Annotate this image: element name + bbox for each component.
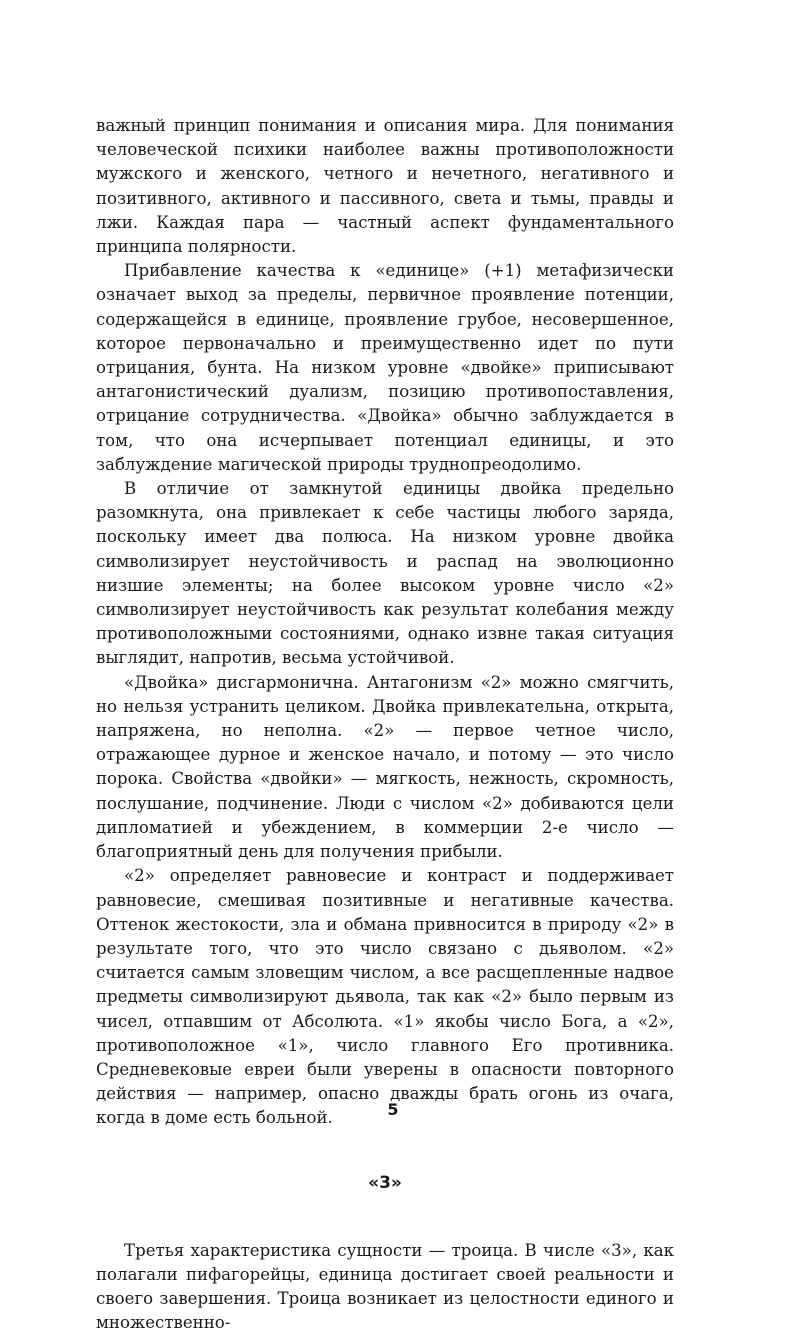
page-number: 5 (387, 1100, 399, 1119)
paragraph-1: важный принцип понимания и описания мира. Для понимания человеческой психики наиболее важны противоположности мужского и женского, четного и нечетного, негативного и позитивного, активного и пассивного, света и тьмы, правды и лжи. Каждая пара — частный аспект фундаментального принципа полярности. (96, 116, 674, 257)
page-body (96, 114, 674, 1335)
paragraph-2: Прибавление качества к «единице» (+1) метафизически означает выход за пределы, первичное проявление потенции, содержащейся в единице, проявление грубое, несовершенное, которое первоначально и преимущественно идет по пути отрицания, бунта. На низком уровне «двойке» приписывают антагонистический дуализм, позицию противопоставления, отрицание сотрудничества. «Двойка» обычно заблуждается в том, что она исчерпывает потенциал единицы, и это заблуждение магической природы труднопреодолимо. (96, 261, 674, 474)
paragraph-4: «Двойка» дисгармонична. Антагонизм «2» можно смягчить, но нельзя устранить целиком. Двойка привлекательна, открыта, напряжена, но неполна. «2» — первое четное число, отражающее дурное и женское начало, и потому — это число порока. Свойства «двойки» — мягкость, нежность, скромность, послушание, подчинение. Люди с числом «2» добиваются цели дипломатией и убеждением, в коммерции 2-е число — благоприятный день для получения прибыли. (96, 672, 674, 862)
paragraph-6: Третья характеристика сущности — троица. В числе «3», как полагали пифагорейцы, единица достигает своей реальности и своего завершения. Троица возникает из целостности единого и множественно- (96, 1240, 674, 1333)
section-heading: «3» (368, 1172, 402, 1193)
paragraph-3: В отличие от замкнутой единицы двойка предельно разомкнута, она привлекает к себе частицы любого заряда, поскольку имеет два полюса. На низком уровне двойка символизирует неустойчивость и распад на эволюционно низшие элементы; на более высоком уровне число «2» символизирует неустойчивость как результат колебания между противоположными состояниями, однако извне такая ситуация выглядит, напротив, весьма устойчивой. (96, 479, 674, 668)
paragraph-5: «2» определяет равновесие и контраст и поддерживает равновесие, смешивая позитивные и негативные качества. Оттенок жестокости, зла и обмана привносится в природу «2» в результате того, что это число связано с дьяволом. «2» считается самым зловещим числом, а все расщепленные надвое предметы символизируют дьявола, так как «2» было первым из чисел, отпавшим от Абсолюта. «1» якобы число Бога, а «2», противоположное «1», число главного Его противника. Средневековые евреи были уверены в опасности повторного действия — например, опасно дважды брать огонь из очага, когда в доме есть больной. (96, 866, 674, 1128)
